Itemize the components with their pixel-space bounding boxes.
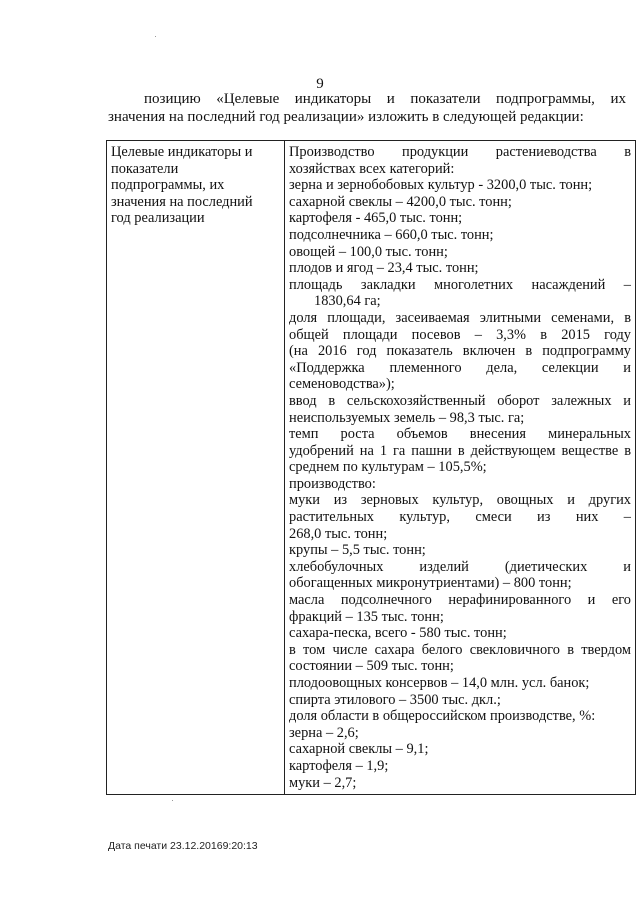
print-date: Дата печати 23.12.20169:20:13 [108,840,258,852]
value-line: общей площади посевов – 3,3% в 2015 году [289,326,631,343]
page-number: 9 [316,76,324,92]
indicator-name-cell [107,141,285,795]
left-line: подпрограммы, их [111,177,225,194]
value-line: семеноводства»); [289,376,395,393]
value-line: масла подсолнечного нерафинированного и его [289,592,631,609]
value-line: доля площади, засеиваемая элитными семенами, в [289,309,631,326]
left-line: Целевые индикаторы и [111,144,253,160]
value-line: сахара-песка, всего - 580 тыс. тонн; [289,625,507,642]
intro-line: значения на последний год реализации» изложить в следующей редакции: [108,109,584,125]
value-line: хозяйствах всех категорий: [289,160,455,177]
value-line: ввод в сельскохозяйственный оборот залежных и [289,392,631,409]
scan-mark [155,36,156,37]
value-line: сахарной свеклы – 9,1; [289,741,429,758]
value-line: площадь закладки многолетних насаждений – [289,276,631,293]
intro-line: позицию «Целевые индикаторы и показатели подпрограммы, их [144,91,626,107]
indicators-table [106,140,636,795]
value-line: картофеля – 1,9; [289,757,389,774]
value-line: плодоовощных консервов – 14,0 млн. усл. банок; [289,675,590,691]
left-line: год реализации [111,210,205,227]
value-line: растительных культур, смеси из них – [289,509,631,526]
value-line: плодов и ягод – 23,4 тыс. тонн; [289,260,479,277]
value-line: удобрений на 1 га пашни в действующем веществе в [289,442,631,459]
value-line: хлебобулочных изделий (диетических и [289,558,631,575]
value-line: муки – 2,7; [289,774,357,791]
value-line: обогащенных микронутриентами) – 800 тонн; [289,575,572,592]
value-line: крупы – 5,5 тыс. тонн; [289,542,426,559]
value-line: муки из зерновых культур, овощных и других [289,492,631,509]
value-line: доля области в общероссийском производстве, %: [289,708,596,725]
value-line: овощей – 100,0 тыс. тонн; [289,243,448,260]
value-line: темп роста объемов внесения минеральных [289,426,631,443]
table-row [107,141,636,795]
value-line: состоянии – 509 тыс. тонн; [289,658,454,675]
value-line: 268,0 тыс. тонн; [289,525,388,542]
value-line: Производство продукции растениеводства в [289,144,631,160]
left-line: значения на последний [111,193,253,210]
indicator-values-cell [285,141,636,795]
value-line: спирта этилового – 3500 тыс. дкл.; [289,691,501,708]
value-line: среднем по культурам – 105,5%; [289,459,487,476]
value-line: «Поддержка племенного дела, селекции и [289,359,631,376]
value-line: неиспользуемых земель – 98,3 тыс. га; [289,409,525,426]
value-line: фракций – 135 тыс. тонн; [289,608,444,625]
value-line: зерна – 2,6; [289,724,359,741]
value-line: 1830,64 га; [314,293,381,310]
left-line: показатели [111,160,179,177]
intro-paragraph [108,90,626,126]
value-line: (на 2016 год показатель включен в подпрограмму [289,343,631,360]
value-line: в том числе сахара белого свекловичного в твердом [289,641,631,658]
value-line: сахарной свеклы – 4200,0 тыс. тонн; [289,193,512,210]
value-line: подсолнечника – 660,0 тыс. тонн; [289,226,494,243]
value-line: производство: [289,475,376,492]
value-line: зерна и зернобобовых культур - 3200,0 тыс. тонн; [289,177,593,194]
scan-mark [172,800,173,801]
value-line: картофеля - 465,0 тыс. тонн; [289,210,463,227]
